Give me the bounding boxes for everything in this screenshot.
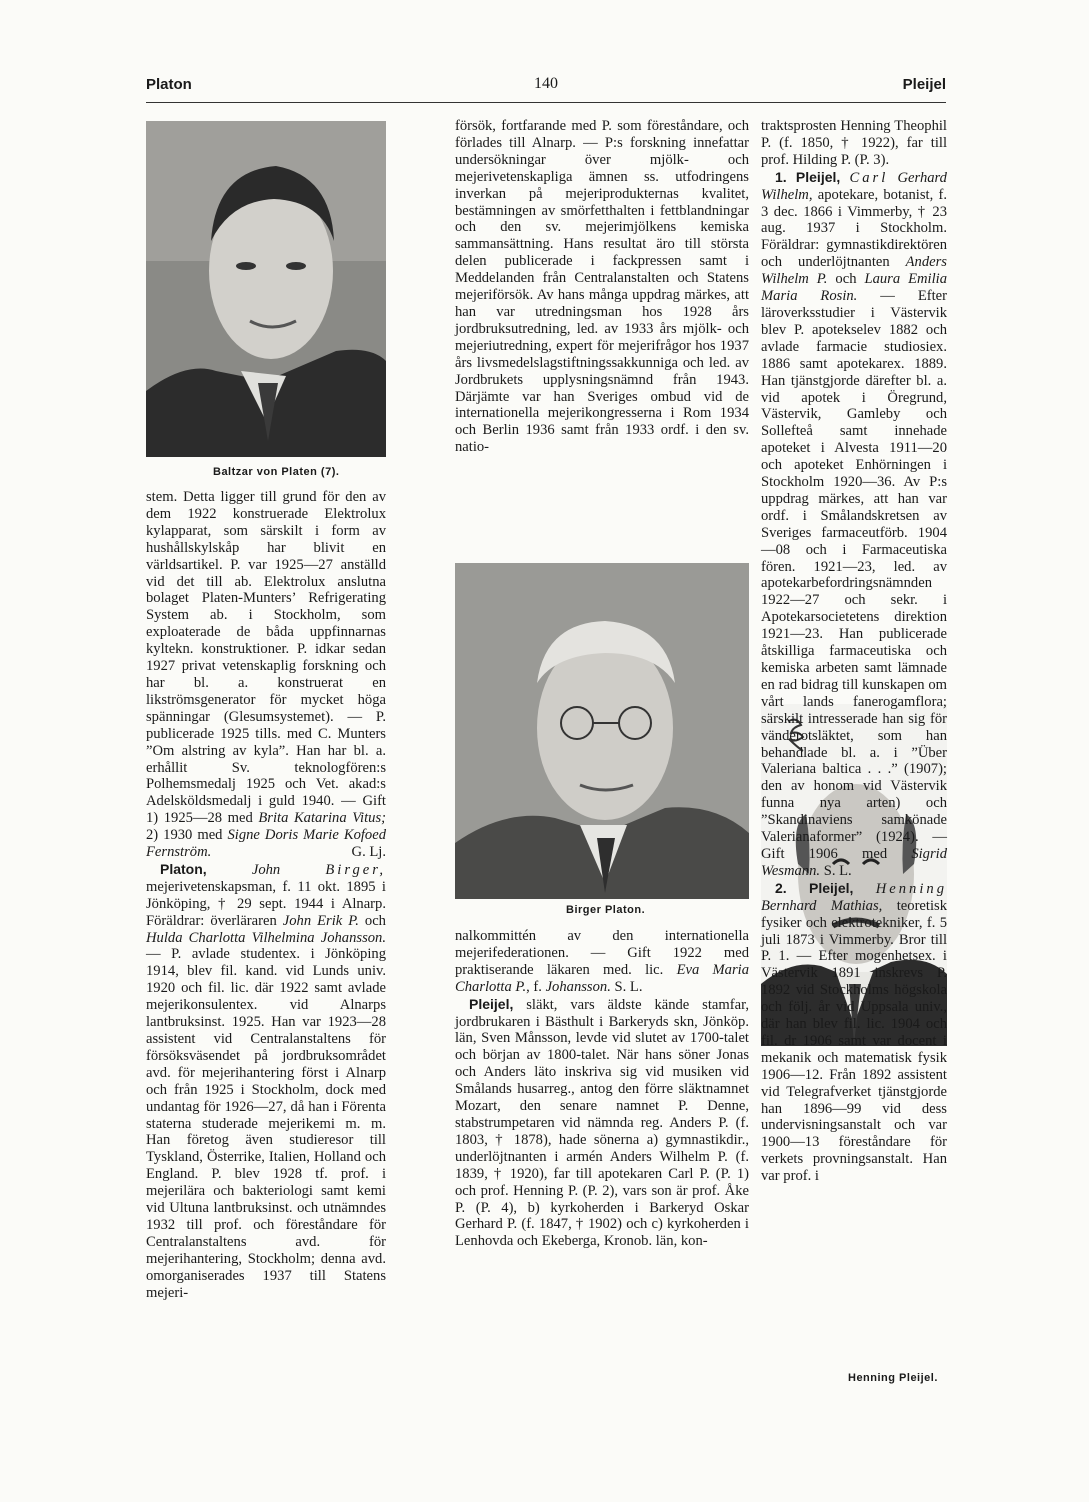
platon-conclusion: nalkommittén av den internationella mejerifederationen. — Gift 1922 med praktiserande läkaren med. lic. Eva Maria Charlotta P., f. Johansson. S. L.: [455, 928, 749, 995]
page-number: 140: [534, 75, 558, 92]
platon-continuation: försök, fortfarande med P. som föreståndare, och förlades till Alnarp. — P:s forskning innefattar undersökningar över mjölk- och mejerivetenskapliga ämnen ss. utfodringens inverkan på mejeriprodukternas kvalitet, bestämningen av smörfetthalten i fettblandningar och den sv. mejerimjölkens kemiska sammansättning. Hans resultat äro till största delen publicerade i fackpressen samt i Meddelanden från Centralanstalten och Statens mejeriförsök. Av hans många uppdrag märkes, att han var utredningsman hos 1928 års jordbruksutredning, led. av 1933 års mjölk- och mejeriutredning, expert för mejerifrågor hos 1937 års livsmedelslagstiftningssakkunniga och led. av Jordbrukets upplysningsnämnd från 1943. Därjämte var han Sveriges ombud vid de internationella mejerikongresserna i Rom 1934 och Berlin 1936 samt från 1933 ordf. i den sv. natio-: [455, 118, 749, 456]
entry-henning-pleijel: 2. Pleijel, Henning Bernhard Mathias, teoretisk fysiker och elektrotekniker, f. 5 juli 1873 i Vimmerby. Bror till P. 1. — Efter mogenhetsex. i Västervik 1891 inskrevs P. 1892 vid Stockholms högskola och följ. år vid Uppsala univ., där han blev fil. lic. 1904 och fil. dr 1906 samt var docent i mekanik och matematisk fysik 1906—12. Från 1892 assistent vid Telegrafverket tjänstgjorde han 1896—99 vid dess undervisningsanstalt och var 1900—13 föreståndare för verkets provningsanstalt. Han var prof. i: [761, 879, 947, 1185]
entry-carl-pleijel: 1. Pleijel, Carl Gerhard Wilhelm, apotekare, botanist, f. 3 dec. 1866 i Vimmerby, † 23 aug. 1937 i Stockholm. Föräldrar: gymnastikdirektören och underlöjtnanten Anders Wilhelm P. och Laura Emilia Maria Rosin. — Efter läroverksstudier i Västervik blev P. apotekselev 1882 och avlade farmacie studiosiex. 1886 samt apotekarex. 1889. Han tjänstgjorde därefter bl. a. vid apotek i Öregrund, Västervik, Gamleby och Sollefteå samt innehade apoteket i Alvesta 1911—20 och apoteket Enhörningen i Stockholm 1920—36. Av P:s uppdrag märkes, att han var ordf. i Smålandskretsen av Sveriges farmaceutförb. 1904—08 och i Farmaceutiska fören. 1921—23, led. av apotekarbefordringsnämnden 1922—27 och sekr. i Apotekarsocietetens direktion 1921—23. Han publicerade åtskilliga farmaceutiska och kemiska arbeten samt lämnade en rad bidrag till kunskapen om vårt lands fanerogamflora; särskilt intresserade han sig för vänderotsläktet, som han behandlade bl. a. i ”Über Valeriana baltica . . .” (1907); den av honom vid Västervik funna nya arten) och ”Skandinaviens samkönade Valerianaformer” (1924). — Gift 1906 med Sigrid Wesmann. S. L.: [761, 168, 948, 879]
caption-baltzar-von-platen: Baltzar von Platen (7).: [213, 466, 340, 478]
header-rule: [146, 102, 946, 103]
caption-henning-pleijel: Henning Pleijel.: [848, 1372, 938, 1384]
portrait-birger-platon: [455, 563, 749, 899]
column-3: [761, 118, 947, 1185]
column-2-bottom: [455, 928, 749, 1250]
column-1: [146, 489, 386, 1302]
entry-birger-platon: Platon, John Birger, mejerivetenskapsman, f. 11 okt. 1895 i Jönköping, † 29 sept. 1944 i Alnarp. Föräldrar: överläraren John Erik P. och Hulda Charlotta Vilhelmina Johansson. — P. avlade studentex. i Jönköping 1914, blev fil. kand. vid Lunds univ. 1920 och fil. lic. där 1922 samt avlade mejerikonsulentex. vid Alnarps lantbruksinst. 1925. Han var 1923—28 assistent vid Centralanstaltens för försöksväsendet på jordbruksområdet avd. för mejerihantering först i Alnarp och från 1925 i Stockholm, dock med undantag för 1926—27, då han i Förenta staterna studerade mejerikemi m. m. Han företog även studieresor till Tyskland, Österrike, Italien, Holland och England. P. blev 1928 tf. prof. i mejerilära och bakteriologi samt kemi vid Ultuna lantbruksinst. och utnämndes 1932 till prof. och föreståndare för Centralanstaltens avd. för mejerihantering, Stockholm; denna avd. omorganiserades 1937 till Statens mejeri-: [146, 860, 386, 1301]
portrait-baltzar-von-platen: [146, 121, 386, 457]
header-left-keyword: Platon: [146, 76, 192, 93]
baltzar-continuation: stem. Detta ligger till grund för den av dem 1922 konstruerade Elektrolux kylapparat, som särskilt i form av hushållskylskåp har blivit en världsartikel. P. var 1925—27 anställd vid det till ab. Elektrolux anslutna bolaget Platen-Munters’ Refrigerating System ab. i Stockholm, som exploaterade de båda uppfinnarnas kyltekn. konstruktioner. P. idkar sedan 1927 privat vetenskaplig forskning och har bl. a. konstruerat en likströmsgenerator för mycket höga spänningar (Glesumsystemet). — P. publicerade 1925 tills. med C. Munters ”Om alstring av kyla”. Han har bl. a. erhållit Sv. teknologfören:s Polhemsmedalj 1925 och Vet. akad:s Adelsköldsmedalj i guld 1940. — Gift 1) 1925—28 med Brita Katarina Vitus; 2) 1930 med Signe Doris Marie Kofoed Fernström. G. Lj.: [146, 489, 386, 861]
caption-birger-platon: Birger Platon.: [566, 904, 646, 916]
column-2-top: [455, 118, 749, 456]
entry-pleijel-family: Pleijel, släkt, vars äldste kände stamfar, jordbrukaren i Bästhult i Barkeryds skn, Jönköp. län, Sven Månsson, levde vid slutet av 1700-talet och början av 1800-talet. När hans söner Jonas och Anders läto inskriva sig vid musiken vid Smålands husarreg., antog den förre släktnamnet Mozart, den senare namnet P. Denne, stabstrumpetaren vid nämnda reg. Anders P. (f. 1803, † 1878), hade sönerna a) gymnastikdir., underlöjtnanten i armén Anders Wilhelm P. (f. 1839, † 1920), far till apotekaren Carl P. (P. 1) och prof. Henning P. (P. 2), vars son är prof. Åke P. (P. 4), b) kyrkoherden i Barkeryd Oskar Gerhard P. (f. 1847, † 1902) och c) kyrkoherden i Lenhovda och Ekeberga, Kronob. län, kon-: [455, 995, 749, 1250]
running-header: [146, 74, 946, 96]
header-right-keyword: Pleijel: [902, 76, 946, 93]
pleijel-family-continuation: traktsprosten Henning Theophil P. (f. 1850, † 1922), far till prof. Hilding P. (P. 3).: [761, 118, 947, 168]
